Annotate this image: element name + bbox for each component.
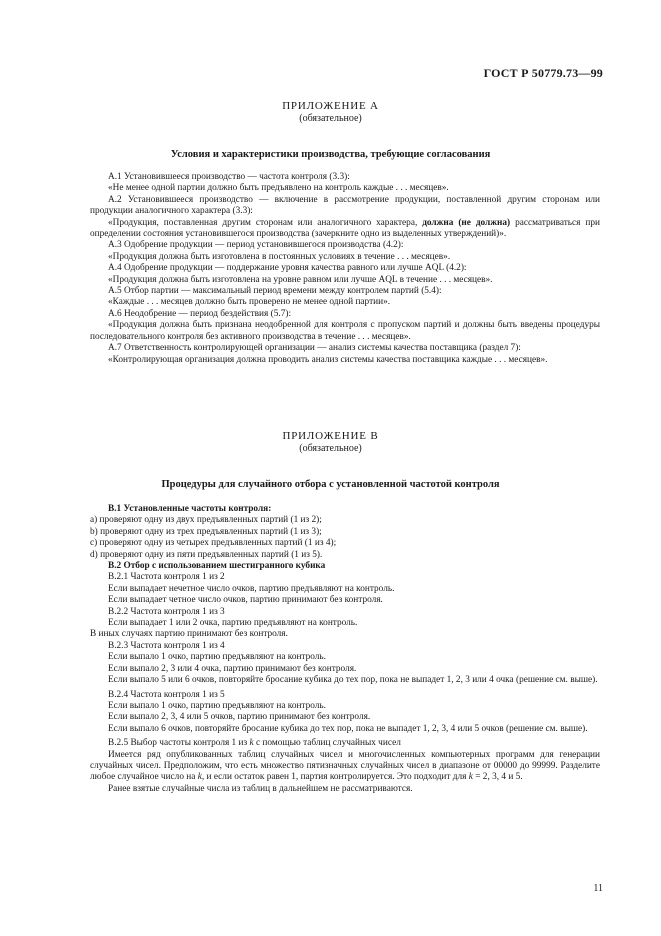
list-item: c) проверяют одну из четырех предъявленных партий (1 из 4); [90, 538, 337, 549]
paragraph: В.2.1 Частота контроля 1 из 2 [108, 572, 225, 583]
text-run: «Продукция, поставленная другим сторонам или аналогичного характера, [108, 217, 418, 228]
paragraph: «Продукция должна быть изготовлена на уровне равном или лучше AQL в течение . . . месяцев». [108, 274, 493, 285]
annex-a-title: ПРИЛОЖЕНИЕ А [282, 100, 379, 112]
paragraph: А.2 Установившееся производство — включение в рассмотрение продукции, поставленной другим сторонам или продукции аналогичного характера (3.3): [90, 194, 600, 217]
variable-k: k [468, 772, 473, 783]
subsection-heading: В.1 Установленные частоты контроля: [108, 504, 272, 514]
paragraph: Если выпало 5 или 6 очков, повторяйте бросание кубика до тех пор, пока не выпадет 1, 2, 3 или 4 очка (решение см. выше). [108, 675, 598, 686]
text-run: = 2, 3, 4 и 5. [475, 772, 523, 783]
paragraph [90, 218, 600, 241]
paragraph: В.2.2 Частота контроля 1 из 3 [108, 606, 225, 617]
paragraph: Если выпало 1 очко, партию предъявляют на контроль. [108, 700, 326, 711]
annex-a-body [90, 172, 600, 366]
page-number: 11 [593, 883, 603, 894]
standard-number: ГОСТ Р 50779.73—99 [483, 66, 603, 80]
paragraph: А.4 Одобрение продукции — поддержание уровня качества равного или лучше AQL (4.2): [108, 263, 467, 274]
paragraph: В.2.3 Частота контроля 1 из 4 [108, 640, 225, 651]
bold-text: должна (не должна) [422, 217, 511, 228]
paragraph: «Контролирующая организация должна проводить анализ системы качества поставщика каждые . . . месяцев». [108, 354, 548, 365]
paragraph: А.5 Отбор партии — максимальный период времени между контролем партий (5.4): [108, 286, 442, 297]
paragraph: «Каждые . . . месяцев должно быть проверено не менее одной партии». [108, 297, 391, 308]
text-run: рассматриваться при определении состояния установившегося производства (зачеркните одно из выделенных утверждений)». [90, 217, 600, 240]
paragraph: А.1 Установившееся производство — частота контроля (3.3): [108, 172, 350, 182]
annex-b-heading: Процедуры для случайного отбора с установленной частотой контроля [161, 479, 500, 490]
list-item: b) проверяют одну из трех предъявленных партий (1 из 3); [90, 526, 322, 537]
subsection-heading: В.2 Отбор с использованием шестигранного кубика [108, 561, 326, 572]
paragraph: Если выпало 1 очко, партию предъявляют на контроль. [108, 652, 326, 663]
paragraph: Если выпало 6 очков, повторяйте бросание кубика до тех пор, пока не выпадет 1, 2, 3, 4 или 5 очков (решение см. выше). [108, 723, 588, 734]
paragraph: «Продукция должна быть признана неодобренной для контроля с пропуском партий и должны быть введены процедуры последовательного контроля без активного производства в течение . . . месяцев». [90, 320, 600, 342]
annex-a-subtitle: (обязательное) [299, 113, 362, 124]
paragraph: Если выпало 2, 3, 4 или 5 очков, партию принимают без контроля. [108, 712, 371, 723]
paragraph: А.6 Неодобрение — период бездействия (5.7): [108, 308, 292, 319]
paragraph: Если выпадает нечетное число очков, партию предъявляют на контроль. [108, 583, 395, 594]
text-run: с помощью таблиц случайных чисел [255, 738, 401, 749]
paragraph [90, 750, 600, 784]
list-item: а) проверяют одну из двух предъявленных партий (1 из 2); [90, 515, 322, 526]
variable-k: k [249, 738, 254, 749]
text-run: , и если остаток равен 1, партия контролируется. Это подходит для [201, 772, 467, 783]
paragraph: Если выпадает четное число очков, партию принимают без контроля. [108, 595, 383, 606]
paragraph: В иных случаях партию принимают без контроля. [90, 629, 288, 640]
paragraph: «Продукция должна быть изготовлена в постоянных условиях в течение . . . месяцев». [108, 251, 451, 262]
text-run: В.2.5 Выбор частоты контроля 1 из [108, 738, 248, 749]
list-item: d) проверяют одну из пяти предъявленных партий (1 из 5). [90, 549, 323, 560]
paragraph: Если выпало 2, 3 или 4 очка, партию принимают без контроля. [108, 663, 357, 674]
paragraph: А.3 Одобрение продукции — период установившегося производства (4.2): [108, 240, 404, 251]
text-run: Имеется ряд опубликованных таблиц случайных чисел и многочисленных компьютерных программ для генерации случайных чисел. Предположим, что есть множество пятизначных случайных чисел в диапазоне от 00000 до 99999. Разделите любое случайное число на [90, 749, 600, 783]
paragraph: А.7 Ответственность контролирующей организации — анализ системы качества поставщика (раздел 7): [108, 343, 521, 354]
annex-a-heading: Условия и характеристики производства, требующие согласования [170, 149, 491, 160]
paragraph: Ранее взятые случайные числа из таблиц в дальнейшем не рассматриваются. [108, 783, 413, 794]
variable-k: k [197, 772, 202, 783]
annex-b-body [90, 504, 600, 795]
paragraph: В.2.4 Частота контроля 1 из 5 [108, 689, 225, 700]
paragraph [90, 738, 600, 749]
annex-b-title: ПРИЛОЖЕНИЕ В [282, 430, 379, 442]
paragraph: «Не менее одной партии должно быть предъявлено на контроль каждые . . . месяцев». [108, 183, 449, 194]
annex-b-subtitle: (обязательное) [299, 443, 362, 454]
paragraph: Если выпадает 1 или 2 очка, партию предъявляют на контроль. [108, 618, 358, 629]
